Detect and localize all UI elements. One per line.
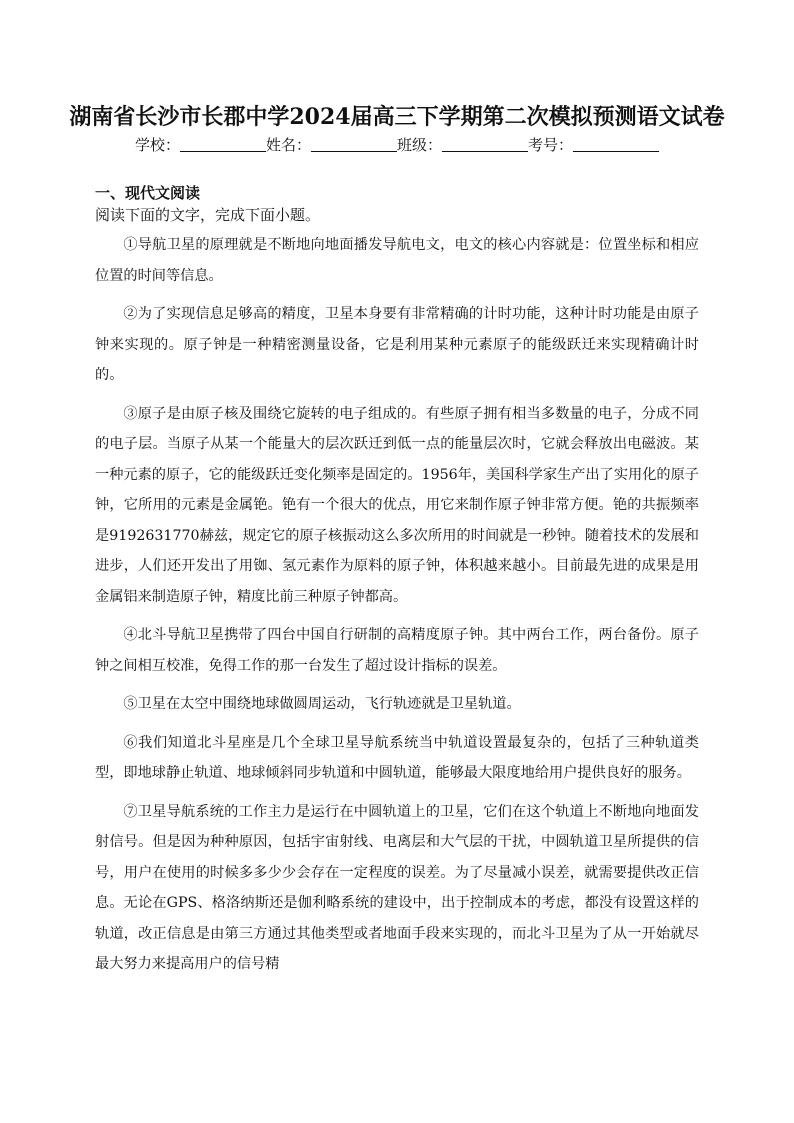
exam-number-blank: [573, 137, 659, 152]
passage-paragraph-5: ⑤卫星在太空中围绕地球做圆周运动，飞行轨迹就是卫星轨道。: [123, 696, 521, 712]
info-field-exam-number: [528, 134, 659, 155]
passage-paragraph-3: ③原子是由原子核及围绕它旋转的电子组成的。有些原子拥有相当多数量的电子，分成不同的电子层。当原子从某一个能量大的层次跃迁到低一点的能量层次时，它就会释放出电磁波。某一种元素的原子，它的能级跃迁变化频率是固定的。1956年，美国科学家生产出了实用化的原子钟，它所用的元素是金属铯。铯有一个很大的优点，用它来制作原子钟非常方便。铯的共振频率是9192631770赫兹，规定它的原子核振动这么多次所用的时间就是一秒钟。随着技术的发展和进步，人们还开发出了用铷、氢元素作为原料的原子钟，体积越来越小。目前最先进的成果是用金属铝来制造原子钟，精度比前三种原子钟都高。: [95, 405, 699, 605]
info-label-exam-number: 考号：: [528, 136, 574, 154]
reading-passage: [95, 230, 699, 988]
info-field-name: [266, 134, 397, 155]
info-label-name: 姓名：: [265, 136, 311, 154]
passage-paragraph-6: ⑥我们知道北斗星座是几个全球卫星导航系统当中轨道设置最复杂的，包括了三种轨道类型，即地球静止轨道、地球倾斜同步轨道和中圆轨道，能够最大限度地给用户提供良好的服务。: [95, 734, 699, 781]
passage-paragraph-4: ④北斗导航卫星携带了四台中国自行研制的高精度原子钟。其中两台工作，两台备份。原子钟之间相互校准，免得工作的那一台发生了超过设计指标的误差。: [95, 627, 699, 674]
student-info-line: [0, 134, 794, 155]
info-field-school: [135, 134, 266, 155]
reading-instruction: 阅读下面的文字，完成下面小题。: [95, 206, 321, 224]
info-label-school: 学校：: [134, 136, 180, 154]
info-field-class: [397, 134, 528, 155]
section-heading: 一、现代文阅读: [95, 184, 201, 202]
passage-paragraph-7: ⑦卫星导航系统的工作主力是运行在中圆轨道上的卫星，它们在这个轨道上不断地向地面发射信号。但是因为种种原因，包括宇宙射线、电离层和大气层的干扰，中圆轨道卫星所提供的信号，用户在使用的时候多多少少会存在一定程度的误差。为了尽量减小误差，就需要提供改正信息。无论在GPS、格洛纳斯还是伽利略系统的建设中，出于控制成本的考虑，都没有设置这样的轨道，改正信息是由第三方通过其他类型或者地面手段来实现的，而北斗卫星为了从一开始就尽最大努力来提高用户的信号精: [95, 803, 699, 972]
exam-title: 湖南省长沙市长郡中学2024届高三下学期第二次模拟预测语文试卷: [69, 104, 725, 130]
passage-paragraph-2: ②为了实现信息足够高的精度，卫星本身要有非常精确的计时功能，这种计时功能是由原子钟来实现的。原子钟是一种精密测量设备，它是利用某种元素原子的能级跃迁来实现精确计时的。: [95, 306, 699, 383]
passage-paragraph-1: ①导航卫星的原理就是不断地向地面播发导航电文，电文的核心内容就是：位置坐标和相应位置的时间等信息。: [95, 237, 699, 284]
school-blank: [180, 137, 266, 152]
info-label-class: 班级：: [397, 136, 443, 154]
name-blank: [311, 137, 397, 152]
class-blank: [442, 137, 528, 152]
